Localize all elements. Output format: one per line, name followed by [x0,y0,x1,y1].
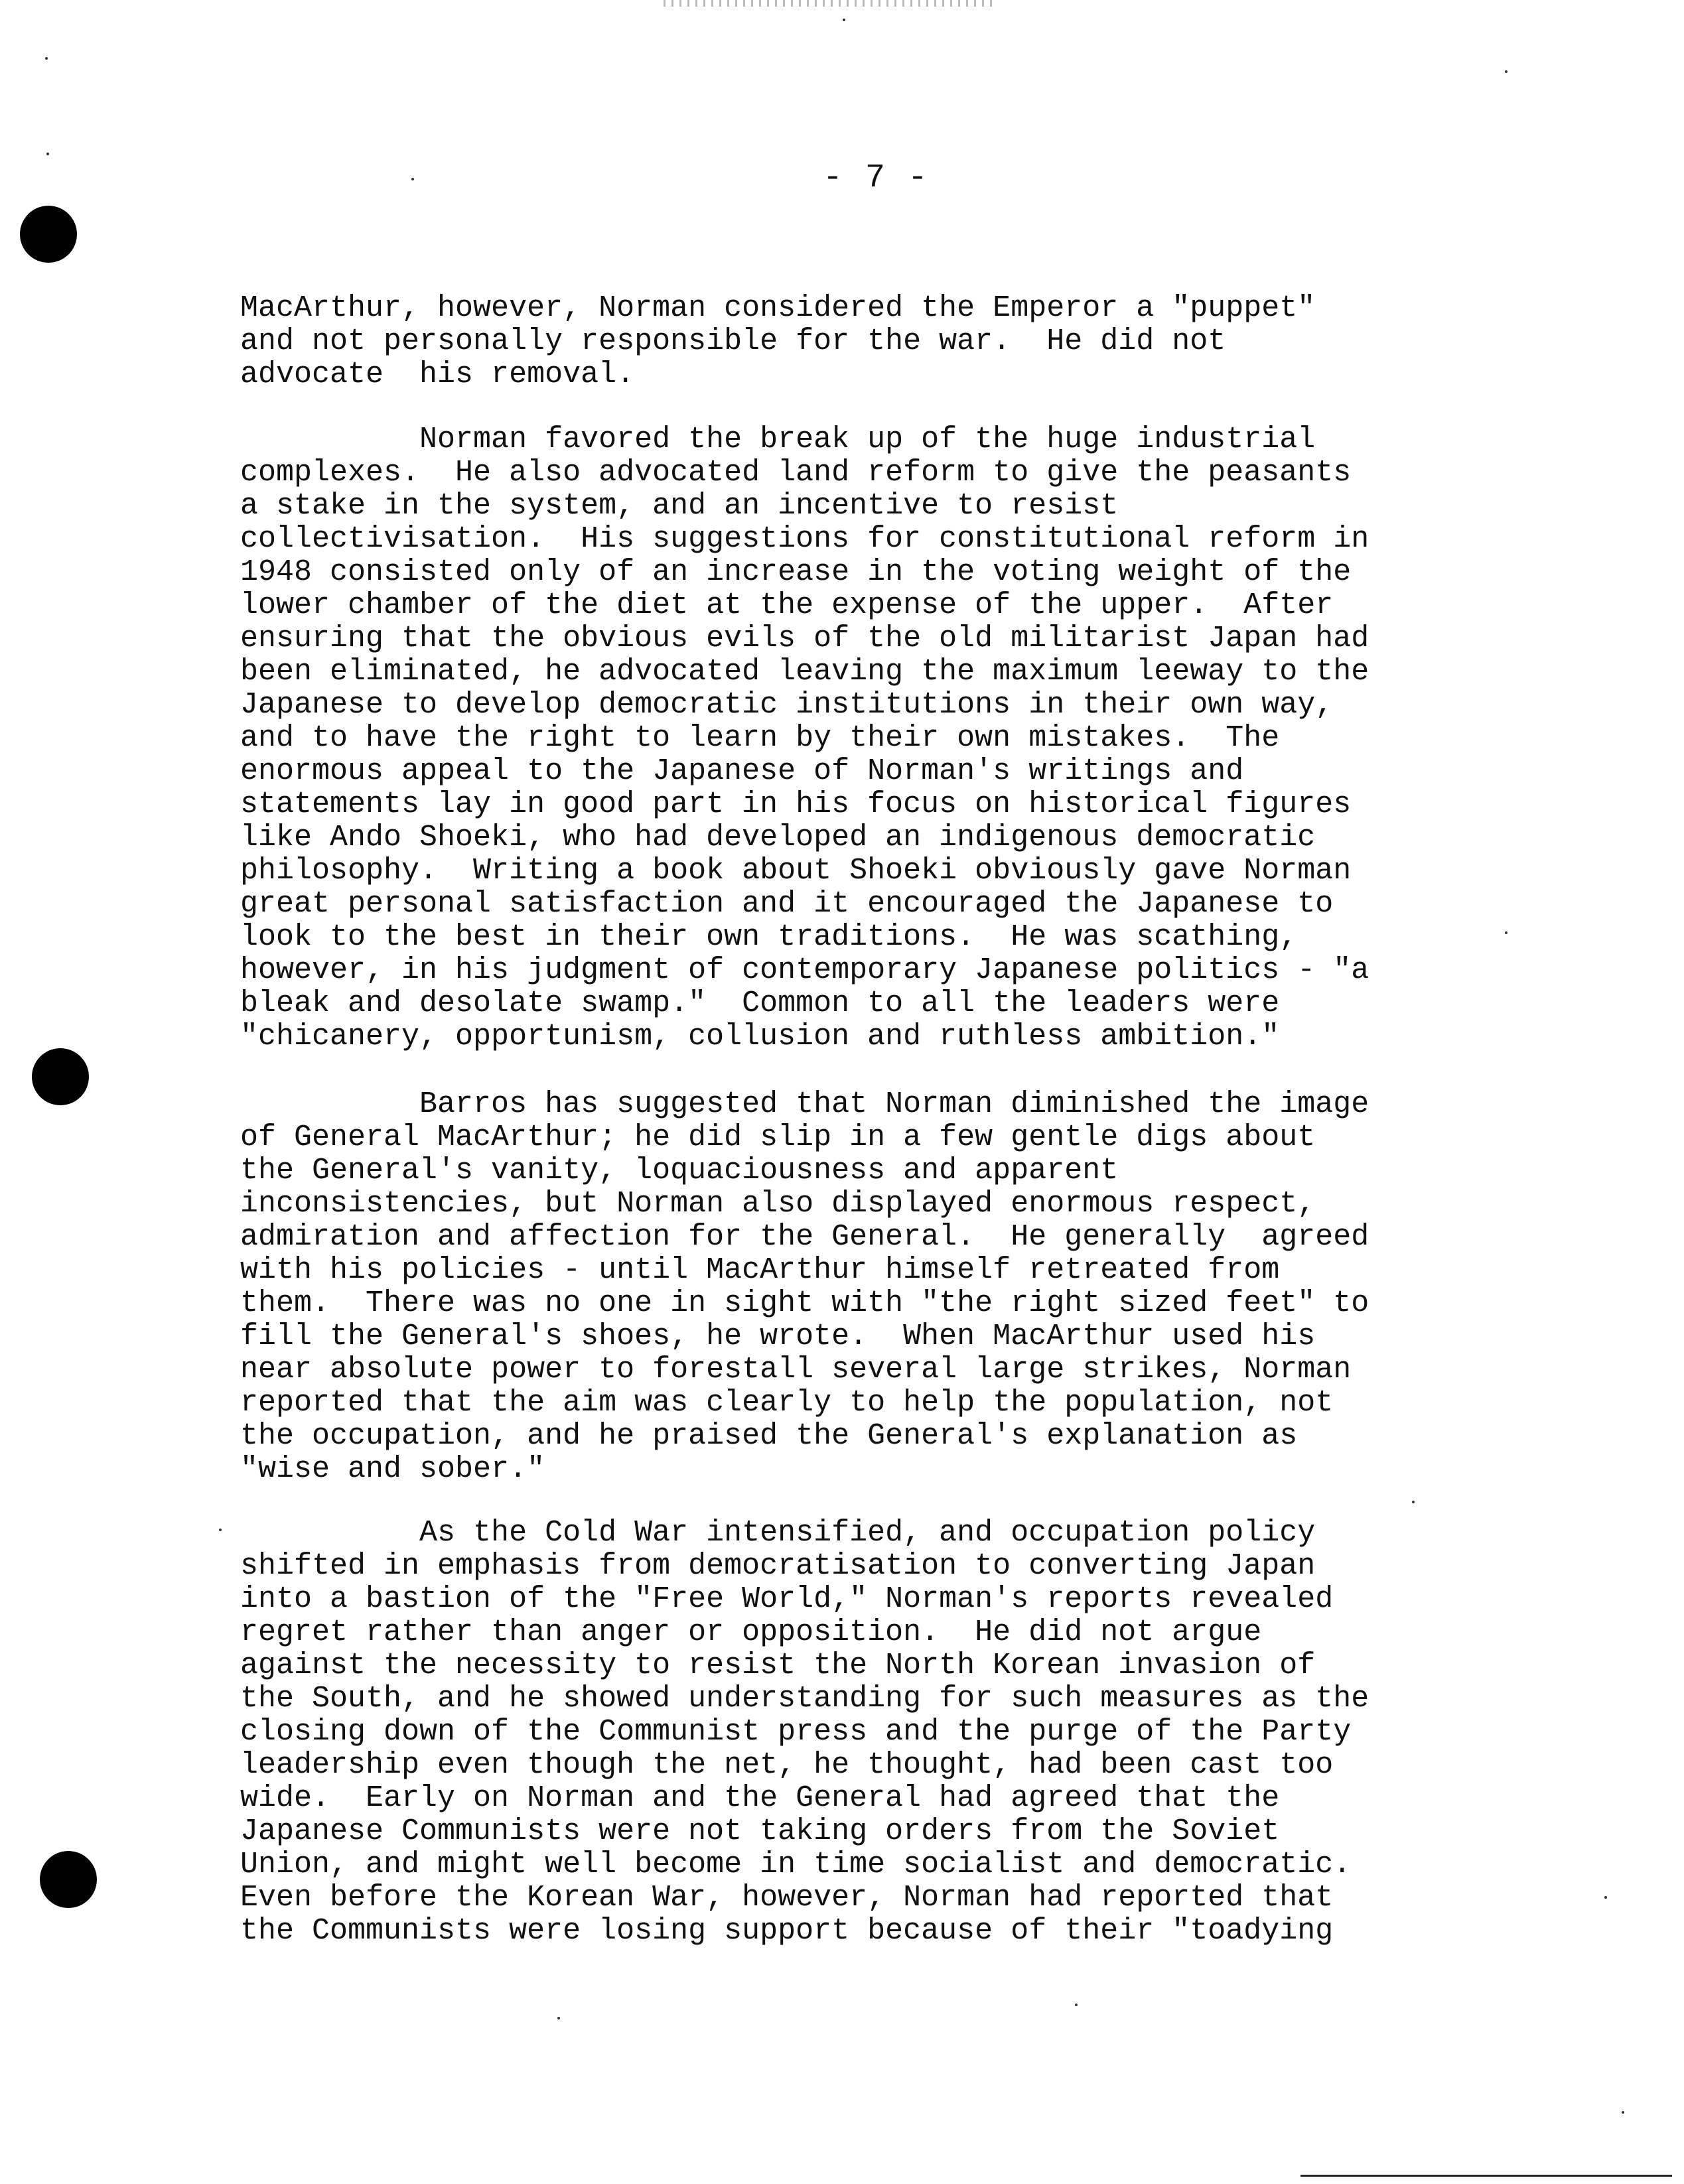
punch-hole [40,1851,97,1908]
punch-hole [20,206,77,263]
scan-speck [1505,70,1508,73]
scan-speck [46,153,49,155]
scan-speck [843,19,845,21]
page-number: - 7 - [823,159,930,197]
scan-speck [1412,1501,1415,1503]
bottom-rule [1300,2175,1672,2177]
paragraph-continuation: MacArthur, however, Norman considered the Emperor a "puppet" and not personally responsible for the war. He did not advocate his removal. [240,291,1316,391]
paragraph-barros: Barros has suggested that Norman diminished the image of General MacArthur; he did slip in a few gentle digs about the General's vanity, loquaciousness and apparent inconsistencies, but Norman also displayed enormous respect, admiration and affection for the General. He generally agreed with his policies - until MacArthur himself retreated from them. There was no one in sight with "the right sized feet" to fill the General's shoes, he wrote. When MacArthur used his near absolute power to forestall several large strikes, Norman reported that the aim was clearly to help the population, not the occupation, and he praised the General's explanation as "wise and sober." [240,1087,1369,1486]
scan-speck [219,1529,222,1531]
scan-speck [1622,2111,1624,2114]
paragraph-land-reform: Norman favored the break up of the huge industrial complexes. He also advocated land reform to give the peasants a stake in the system, and an incentive to resist collectivisation. His suggestions for constitutional reform in 1948 consisted only of an increase in the voting weight of the lower chamber of the diet at the expense of the upper. After ensuring that the obvious evils of the old militarist Japan had been eliminated, he advocated leaving the maximum leeway to the Japanese to develop democratic institutions in their own way, and to have the right to learn by their own mistakes. The enormous appeal to the Japanese of Norman's writings and statements lay in good part in his focus on historical figures like Ando Shoeki, who had developed an indigenous democratic philosophy. Writing a book about Shoeki obviously gave Norman great personal satisfaction and it encouraged the Japanese to look to the best in their own traditions. He was scathing, however, in his judgment of contemporary Japanese politics - "a bleak and desolate swamp." Common to all the leaders were "chicanery, opportunism, collusion and ruthless ambition." [240,423,1369,1054]
scan-speck [557,2017,560,2019]
paragraph-cold-war: As the Cold War intensified, and occupation policy shifted in emphasis from democratisation to converting Japan into a bastion of the "Free World," Norman's reports revealed regret rather than anger or opposition. He did not argue against the necessity to resist the North Korean invasion of the South, and he showed understanding for such measures as the closing down of the Communist press and the purge of the Party leadership even though the net, he thought, had been cast too wide. Early on Norman and the General had agreed that the Japanese Communists were not taking orders from the Soviet Union, and might well become in time socialist and democratic. Even before the Korean War, however, Norman had reported that the Communists were losing support because of their "toadying [240,1516,1369,1948]
scan-speck [411,178,414,180]
scan-speck [45,57,48,60]
scan-speck [1604,1896,1607,1899]
punch-hole [32,1048,89,1105]
scan-noise [664,0,995,7]
scan-speck [1075,2004,1078,2006]
